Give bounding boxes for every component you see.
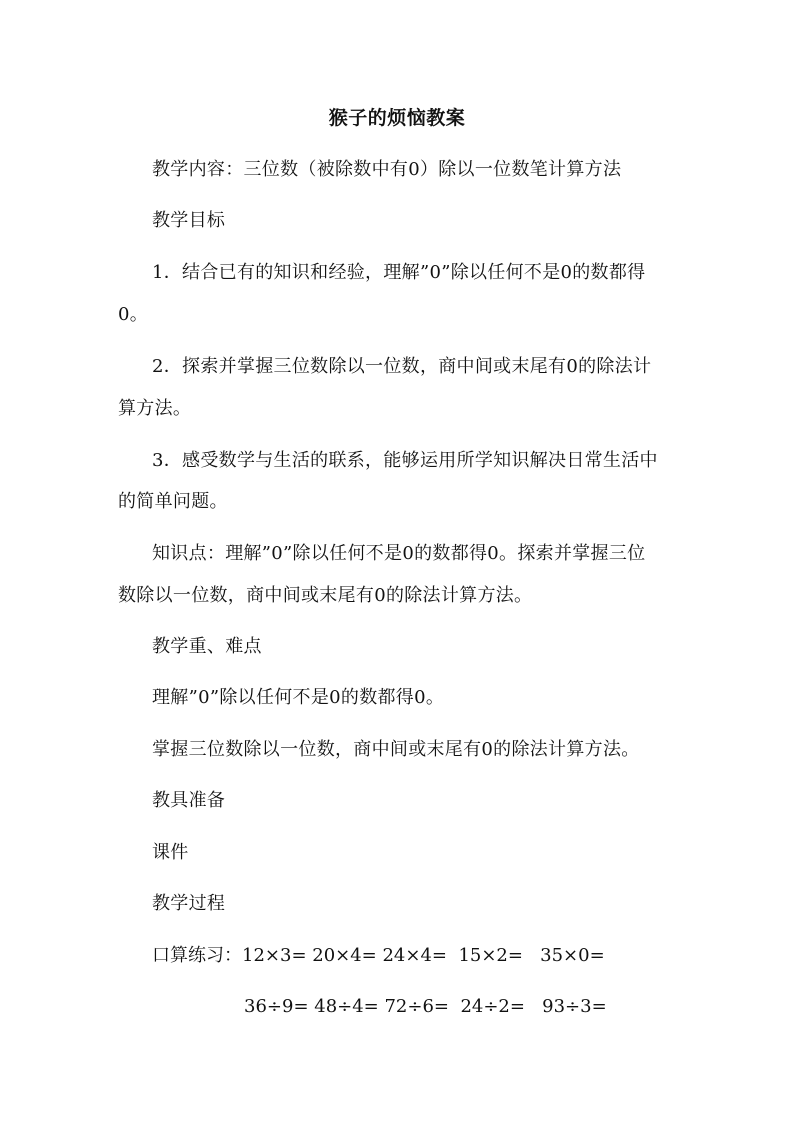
goal-1-line-2: 0。 — [118, 304, 149, 325]
process-heading: 教学过程 — [152, 893, 226, 914]
goal-3-line-2: 的简单问题。 — [118, 491, 228, 512]
goals-heading: 教学目标 — [152, 210, 226, 231]
goal-1-line-1: 1．结合已有的知识和经验，理解”0”除以任何不是0的数都得 — [152, 262, 646, 283]
goal-2-line-2: 算方法。 — [118, 398, 192, 419]
knowledge-line-1: 知识点：理解”0”除以任何不是0的数都得0。探索并掌握三位 — [152, 543, 646, 564]
key-point-2: 掌握三位数除以一位数，商中间或末尾有0的除法计算方法。 — [152, 739, 640, 760]
content-line: 教学内容：三位数（被除数中有0）除以一位数笔计算方法 — [152, 159, 622, 180]
key-heading: 教学重、难点 — [152, 636, 262, 657]
tools-item: 课件 — [152, 842, 189, 863]
key-point-1: 理解”0”除以任何不是0的数都得0。 — [152, 687, 445, 708]
oral-practice-line-2: 36÷9= 48÷4= 72÷6= 24÷2= 93÷3= — [244, 996, 607, 1017]
tools-heading: 教具准备 — [152, 790, 226, 811]
knowledge-line-2: 数除以一位数，商中间或末尾有0的除法计算方法。 — [118, 585, 533, 606]
doc-title: 猴子的烦恼教案 — [328, 107, 466, 129]
oral-practice-line-1: 口算练习：12×3= 20×4= 24×4= 15×2= 35×0= — [152, 945, 605, 966]
goal-2-line-1: 2．探索并掌握三位数除以一位数，商中间或末尾有0的除法计 — [152, 356, 652, 377]
goal-3-line-1: 3．感受数学与生活的联系，能够运用所学知识解决日常生活中 — [152, 450, 658, 471]
